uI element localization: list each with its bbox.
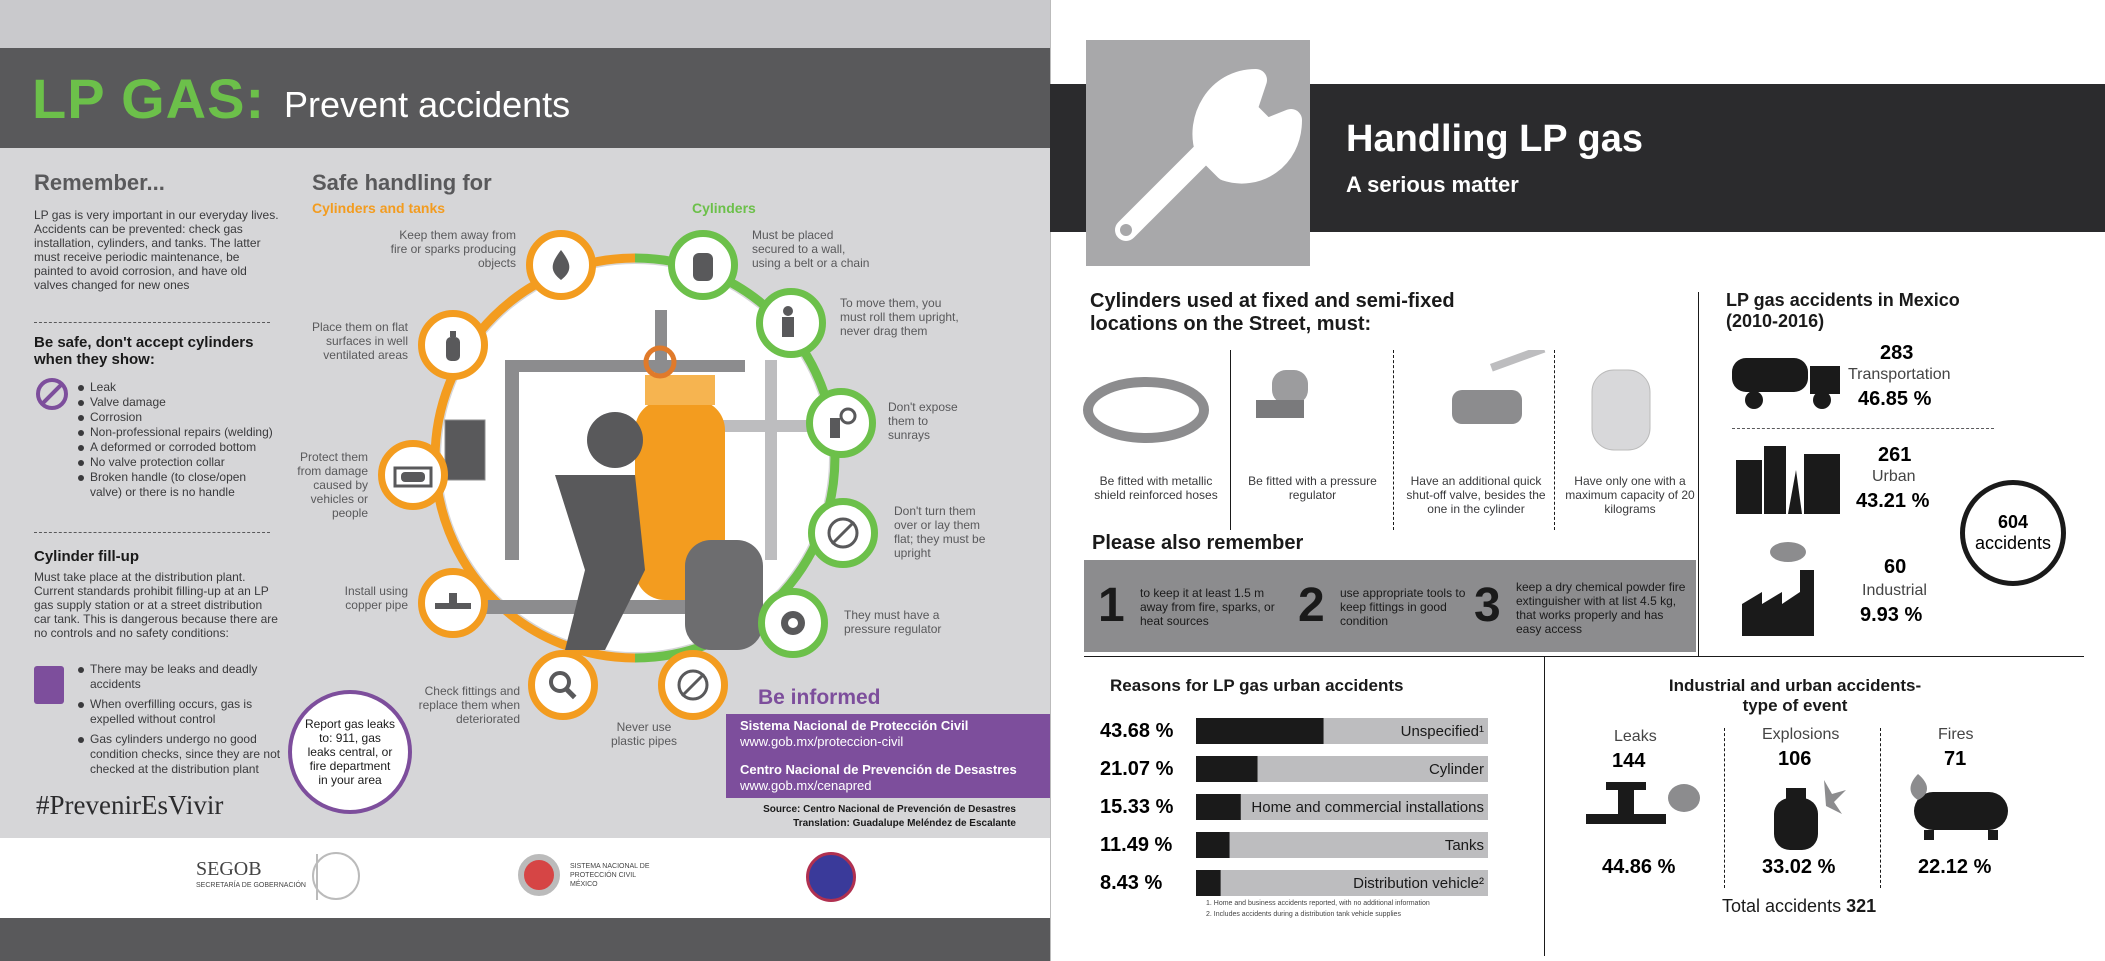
bar <box>1196 756 1258 782</box>
report-text: Report gas leaks to: 911, gas leaks central, or fire department in your area <box>304 717 396 787</box>
leaking-valve-icon <box>1584 778 1704 842</box>
explosions-label: Explosions <box>1762 726 1840 743</box>
org1-url[interactable]: www.gob.mx/proteccion-civil <box>740 734 904 749</box>
divider <box>1554 350 1555 530</box>
list-item: Broken handle (to close/open valve) or there is no handle <box>76 470 276 500</box>
divider <box>34 532 270 533</box>
wrench-tile <box>1086 40 1310 266</box>
gray-cylinder <box>685 540 763 650</box>
source-text: Source: Centro Nacional de Prevención de Desastres <box>763 804 1016 815</box>
list-item: There may be leaks and deadly accidents <box>76 662 281 692</box>
fires-count: 71 <box>1944 748 1967 770</box>
regulator-icon <box>1272 370 1308 404</box>
explosions-count: 106 <box>1778 748 1812 770</box>
fillup-heading: Cylinder fill-up <box>34 548 139 565</box>
prevent-accidents-subtitle: Prevent accidents <box>284 84 571 125</box>
cylinder-ventilation-icon <box>418 310 488 380</box>
remember-body: LP gas is very important in our everyday lives. Accidents can be prevented: check gas installation, cylinders, and tanks. The latter must receive periodic maintenance, be painted to avoid corrosion, and have old valves changed for new ones <box>34 208 279 292</box>
bottom-band <box>0 918 1050 961</box>
factory-icon <box>1740 540 1840 640</box>
divider <box>1544 656 1545 956</box>
wrench-icon <box>1086 40 1310 266</box>
city-icon <box>1734 440 1844 516</box>
list-item: Valve damage <box>76 395 276 410</box>
worker-head <box>587 412 643 468</box>
divider <box>1698 292 1699 656</box>
caption-sun: Don't expose them to sunrays <box>888 400 958 442</box>
remember-num-3: 3 <box>1474 579 1501 632</box>
divider <box>1732 428 1994 429</box>
tanker-truck-icon <box>1730 352 1850 412</box>
copper-valve-icon <box>418 568 488 638</box>
bar-value-label: 11.49 % <box>1100 834 1173 856</box>
caption-flat: Place them on flat surfaces in well ventilated areas <box>311 320 408 362</box>
total-event-label <box>1722 896 1876 917</box>
reasons-heading: Reasons for LP gas urban accidents <box>1110 676 1404 695</box>
industrial-pct: 9.93 % <box>1860 604 1923 626</box>
safe-handling-heading: Safe handling for <box>312 170 492 195</box>
segob-subtitle: SECRETARÍA DE GOBERNACIÓN <box>196 882 306 889</box>
list-item: Non-professional repairs (welding) <box>76 425 276 440</box>
leaks-pct: 44.86 % <box>1602 856 1676 878</box>
divider <box>1880 728 1881 888</box>
list-item: Gas cylinders undergo no good condition checks, since they are not checked at the distribution plant <box>76 732 281 777</box>
cylinders-tanks-label: Cylinders and tanks <box>312 200 446 216</box>
total-accidents-label: accidents <box>1974 533 2052 553</box>
footnote-1: 1. Home and business accidents reported, with no additional information <box>1206 900 1430 907</box>
caption-regulator: They must have a pressure regulator <box>844 608 942 636</box>
cylinder-requirements <box>1080 350 1700 530</box>
accidents-heading: LP gas accidents in Mexico (2010-2016) <box>1726 290 1960 331</box>
hose-icon <box>1088 382 1204 438</box>
mexico-seal-icon <box>312 852 360 900</box>
bar-category-label: Distribution vehicle² <box>1353 875 1484 892</box>
caption-copper: Install using copper pipe <box>344 584 408 612</box>
be-informed-heading: Be informed <box>758 686 881 709</box>
fires-label: Fires <box>1938 726 1974 743</box>
top-band <box>0 0 1050 48</box>
proteccion-civil-logo <box>518 854 560 896</box>
snpc-logo-text: SISTEMA NACIONAL DE PROTECCIÓN CIVIL MÉXICO <box>570 863 650 888</box>
no-sun-icon <box>806 388 876 458</box>
footnote-2: 2. Includes accidents during a distribution tank vehicle supplies <box>1206 911 1401 918</box>
industrial-label: Industrial <box>1862 582 1927 599</box>
remember-text-3: keep a dry chemical powder fire extinguisher with at list 4.5 kg, that works properly and has easy access <box>1516 580 1686 636</box>
caption-noturn: Don't turn them over or lay them flat; they must be upright <box>894 504 986 560</box>
divider <box>1084 656 2084 657</box>
transport-pct: 46.85 % <box>1858 388 1932 410</box>
chained-cylinder-icon <box>668 230 738 300</box>
flame-icon <box>526 230 596 300</box>
left-infographic <box>0 0 1050 961</box>
cylinders-label: Cylinders <box>692 200 756 216</box>
barrier-icon <box>378 440 448 510</box>
caption-upright: To move them, you must roll them upright, never drag them <box>840 296 959 338</box>
urban-pct: 43.21 % <box>1856 490 1930 512</box>
caption-fittings: Check fittings and replace them when deteriorated <box>418 684 520 726</box>
total-event-text: Total accidents <box>1722 896 1842 916</box>
fires-pct: 22.12 % <box>1918 856 1992 878</box>
req-capacity: Have only one with a maximum capacity of 20 kilograms <box>1565 474 1695 516</box>
report-leaks-badge <box>288 690 412 814</box>
be-safe-heading: Be safe, don't accept cylinders when they show: <box>34 334 254 368</box>
roll-cylinder-icon <box>756 288 826 358</box>
valve-icon <box>1452 390 1522 424</box>
remember-heading: Remember... <box>34 170 165 195</box>
no-plastic-pipe-icon <box>658 650 728 720</box>
cylinders-heading: Cylinders used at fixed and semi-fixed locations on the Street, must: <box>1090 290 1455 335</box>
fillup-body: Must take place at the distribution plant. Current standards prohibit filling-up at an LP gas supply station or at a street distribution car tank. This is dangerous because there are no controls and no safety conditions: <box>34 570 278 640</box>
translation-text: Translation: Guadalupe Meléndez de Escalante <box>793 818 1016 829</box>
reasons-bar-chart <box>1100 706 1500 896</box>
bar-value-label: 21.07 % <box>1100 758 1174 780</box>
total-event-count: 321 <box>1846 896 1877 916</box>
transport-count: 283 <box>1880 342 1914 364</box>
hashtag: #PrevenirEsVivir <box>36 790 224 820</box>
remember-text-1: to keep it at least 1.5 m away from fire, sparks, or heat sources <box>1140 586 1275 628</box>
list-item: When overfilling occurs, gas is expelled without control <box>76 697 281 727</box>
urban-label: Urban <box>1872 468 1916 485</box>
list-item: Corrosion <box>76 410 276 425</box>
req-regulator: Be fitted with a pressure regulator <box>1248 474 1377 502</box>
org2-url[interactable]: www.gob.mx/cenapred <box>740 778 872 793</box>
be-safe-list <box>76 380 276 500</box>
exploding-cylinder-icon <box>1762 770 1852 854</box>
org2-name: Centro Nacional de Prevención de Desastres <box>740 762 1017 777</box>
caption-fire: Keep them away from fire or sparks producing objects <box>390 228 516 270</box>
lp-gas-title: LP GAS: <box>32 67 266 130</box>
divider <box>1393 350 1394 530</box>
bar-category-label: Unspecified¹ <box>1400 723 1484 740</box>
leaks-count: 144 <box>1612 750 1646 772</box>
transport-label: Transportation <box>1848 366 1951 383</box>
right-title: Handling LP gas <box>1346 118 1644 160</box>
pressure-regulator-icon <box>758 588 828 658</box>
industrial-count: 60 <box>1884 556 1907 578</box>
remember-num-1: 1 <box>1098 579 1125 632</box>
checklist-icon <box>34 666 64 704</box>
bar-value-label: 15.33 % <box>1100 796 1174 818</box>
divider <box>34 322 270 323</box>
cenapred-logo <box>806 852 856 902</box>
total-accidents-badge <box>1960 480 2066 586</box>
bar <box>1196 832 1230 858</box>
list-item: Leak <box>76 380 276 395</box>
segob-logo: SEGOB <box>196 858 262 880</box>
no-lay-flat-icon <box>808 498 878 568</box>
bar <box>1196 794 1241 820</box>
bar-value-label: 43.68 % <box>1100 720 1174 742</box>
right-subtitle: A serious matter <box>1346 172 1519 197</box>
caption-secured: Must be placed secured to a wall, using a belt or a chain <box>752 228 870 270</box>
req-valve: Have an additional quick shut-off valve, besides the one in the cylinder <box>1406 474 1546 516</box>
bar-category-label: Tanks <box>1444 837 1484 854</box>
remember-text-2: use appropriate tools to keep fittings in good condition <box>1340 586 1466 628</box>
fillup-list <box>76 662 281 777</box>
remember-num-2: 2 <box>1298 579 1325 632</box>
divider <box>1230 350 1231 530</box>
remember-heading-right: Please also remember <box>1092 532 1304 554</box>
total-accidents-number: 604 <box>1997 512 2029 532</box>
urban-count: 261 <box>1878 444 1912 466</box>
bar-value-label: 8.43 % <box>1100 872 1163 894</box>
magnifier-icon <box>528 650 598 720</box>
leaks-label: Leaks <box>1614 728 1657 745</box>
tank-fire-icon <box>1904 772 2014 842</box>
bar-category-label: Home and commercial installations <box>1251 799 1484 816</box>
list-item: No valve protection collar <box>76 455 276 470</box>
gas-cylinder-icon <box>1592 370 1650 450</box>
prohibited-icon <box>36 378 68 410</box>
org1-name: Sistema Nacional de Protección Civil <box>740 718 969 733</box>
caption-plastic: Never use plastic pipes <box>610 720 678 748</box>
req-hoses: Be fitted with metallic shield reinforced hoses <box>1094 474 1218 502</box>
event-heading: Industrial and urban accidents-type of event <box>1668 676 1922 715</box>
bar-category-label: Cylinder <box>1428 761 1484 778</box>
bar <box>1196 870 1221 896</box>
list-item: A deformed or corroded bottom <box>76 440 276 455</box>
caption-protect: Protect them from damage caused by vehicles or people <box>297 450 368 520</box>
bar <box>1196 718 1324 744</box>
explosions-pct: 33.02 % <box>1762 856 1836 878</box>
divider <box>1724 728 1725 888</box>
